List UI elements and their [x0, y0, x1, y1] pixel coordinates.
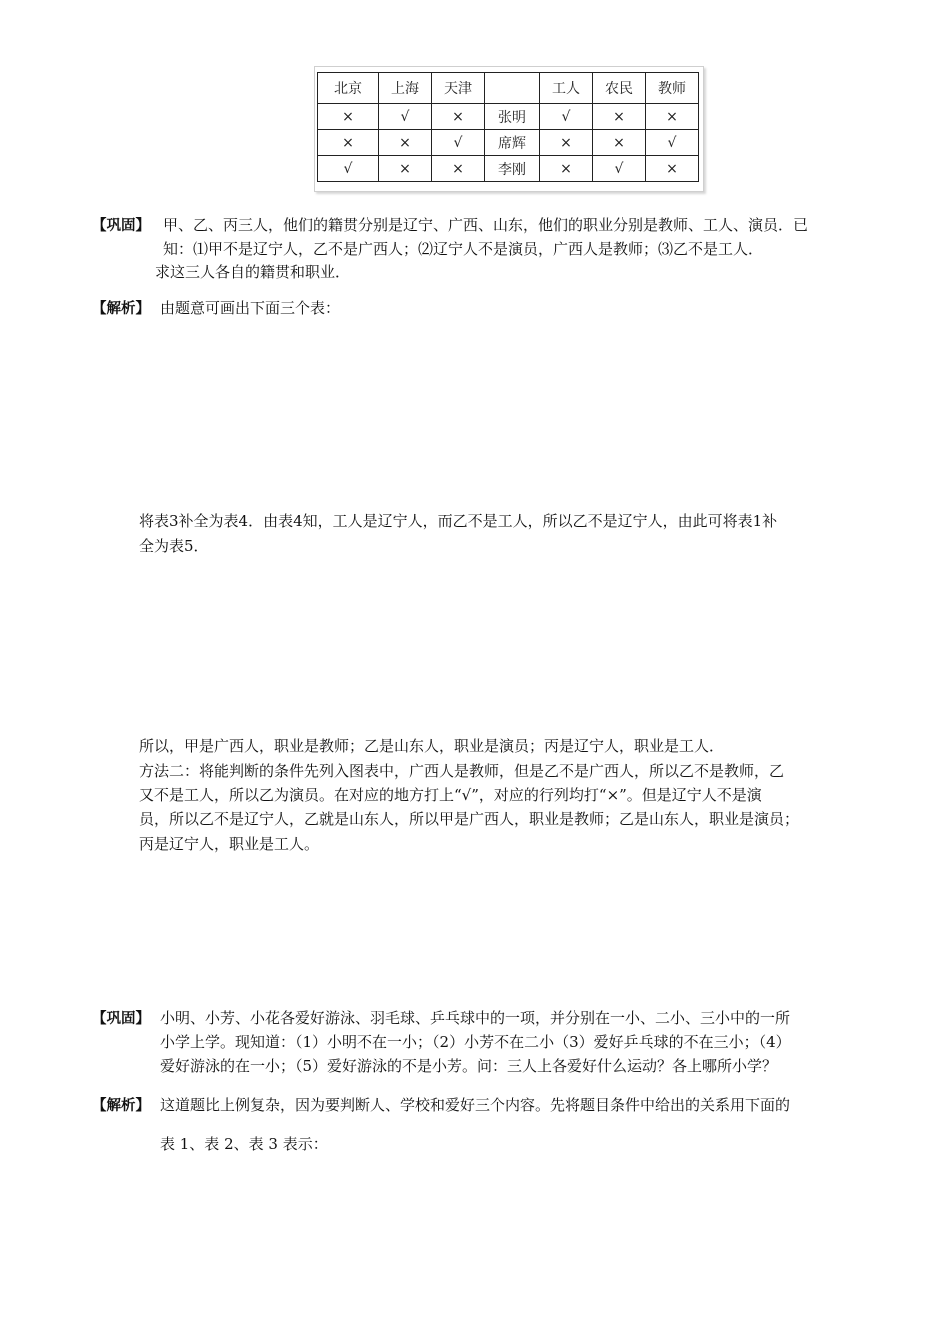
table-cell: √ [318, 156, 379, 182]
analysis-text-line: 又不是工人，所以乙为演员。在对应的地方打上“√”，对应的行列均打“×”。但是辽宁人不是演 [139, 786, 762, 804]
header-cell: 北京 [318, 73, 379, 104]
analysis-text-line: 全为表5． [139, 537, 209, 555]
analysis-text-line: 由题意可画出下面三个表： [160, 299, 341, 317]
table-cell: × [593, 104, 646, 130]
table-cell: × [432, 104, 485, 130]
row-name-cell: 席辉 [485, 130, 540, 156]
table-cell: √ [646, 130, 699, 156]
header-cell: 工人 [540, 73, 593, 104]
analysis-text-line: 丙是辽宁人，职业是工人。 [139, 835, 320, 853]
table-cell: √ [540, 104, 593, 130]
table-cell: × [318, 104, 379, 130]
analysis-text-line: 员，所以乙不是辽宁人，乙就是山东人，所以甲是广西人，职业是教师；乙是山东人，职业是演员； [139, 810, 800, 828]
problem-text-line: 小明、小芳、小花各爱好游泳、羽毛球、乒乓球中的一项，并分别在一小、二小、三小中的一所 [160, 1009, 791, 1027]
table-cell: × [540, 130, 593, 156]
table-row [318, 104, 699, 130]
row-name-cell: 李刚 [485, 156, 540, 182]
table-cell: × [593, 130, 646, 156]
table-cell: √ [379, 104, 432, 130]
analysis-text-line: 表 1、表 2、表 3 表示： [160, 1135, 328, 1153]
header-cell: 上海 [379, 73, 432, 104]
table-cell: × [646, 104, 699, 130]
header-cell: 农民 [593, 73, 646, 104]
analysis-tag: 【解析】 [92, 1098, 150, 1114]
table-cell: √ [593, 156, 646, 182]
problem-text-line: 爱好游泳的在一小；（5）爱好游泳的不是小芳。问：三人上各爱好什么运动？各上哪所小学？ [160, 1057, 778, 1075]
header-cell: 教师 [646, 73, 699, 104]
header-cell: 天津 [432, 73, 485, 104]
problem-text-line: 知：⑴甲不是辽宁人，乙不是广西人；⑵辽宁人不是演员，广西人是教师；⑶乙不是工人． [163, 240, 764, 258]
table-cell: × [379, 130, 432, 156]
problem-text-line: 甲、乙、丙三人，他们的籍贯分别是辽宁、广西、山东，他们的职业分别是教师、工人、演员．已 [163, 216, 809, 234]
table-cell: × [432, 156, 485, 182]
analysis-text-line: 所以，甲是广西人，职业是教师；乙是山东人，职业是演员；丙是辽宁人，职业是工人． [139, 737, 725, 755]
analysis-text-line: 方法二：将能判断的条件先列入图表中，广西人是教师，但是乙不是广西人，所以乙不是教师，乙 [139, 762, 785, 780]
analysis-text-line: 将表3补全为表4．由表4知，工人是辽宁人，而乙不是工人，所以乙不是辽宁人，由此可将表1补 [139, 512, 778, 530]
consolidate-tag: 【巩固】 [92, 1011, 150, 1027]
analysis-tag: 【解析】 [92, 301, 150, 317]
table-header-row [318, 73, 699, 104]
table-cell: × [646, 156, 699, 182]
table-row [318, 130, 699, 156]
logic-table [317, 72, 699, 182]
problem-text-line: 小学上学。现知道：（1）小明不在一小；（2）小芳不在二小（3）爱好乒乓球的不在三小；（4） [160, 1033, 791, 1051]
row-name-cell: 张明 [485, 104, 540, 130]
table-cell: × [318, 130, 379, 156]
table-row [318, 156, 699, 182]
analysis-text-line: 这道题比上例复杂，因为要判断人、学校和爱好三个内容。先将题目条件中给出的关系用下面的 [160, 1096, 791, 1114]
table-cell: × [540, 156, 593, 182]
consolidate-tag: 【巩固】 [92, 218, 150, 234]
logic-table-image [314, 66, 704, 192]
header-cell-blank [485, 73, 540, 104]
table-cell: √ [432, 130, 485, 156]
problem-text-line: 求这三人各自的籍贯和职业． [155, 263, 351, 281]
table-cell: × [379, 156, 432, 182]
